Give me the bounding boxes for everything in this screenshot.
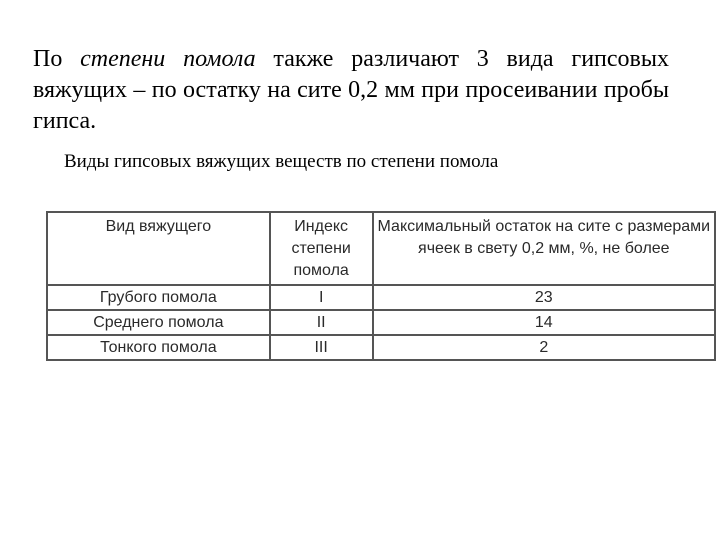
table-row [47, 285, 715, 310]
cell-grinding-index: III [270, 335, 373, 360]
intro-paragraph [33, 44, 669, 137]
cell-binder-type: Грубого помола [47, 285, 270, 310]
intro-emphasis: степени помола [80, 46, 256, 72]
cell-binder-type: Среднего помола [47, 310, 270, 335]
cell-grinding-index: I [270, 285, 373, 310]
cell-max-residue: 23 [373, 285, 715, 310]
cell-grinding-index: II [270, 310, 373, 335]
header-max-residue: Максимальный остаток на сите с размерами ячеек в свету 0,2 мм, %, не более [373, 212, 715, 285]
table-row [47, 310, 715, 335]
table-row [47, 335, 715, 360]
intro-text-end: также различают 3 вида гипсовых вяжущих – по остатку на сите 0,2 мм при просеивании пробы гипса. [33, 46, 669, 134]
cell-binder-type: Тонкого помола [47, 335, 270, 360]
intro-text-start: По [33, 46, 81, 72]
cell-max-residue: 14 [373, 310, 715, 335]
header-binder-type: Вид вяжущего [47, 212, 270, 285]
header-grinding-index: Индекс степени помола [270, 212, 373, 285]
table-header-row [47, 212, 715, 285]
table-caption: Виды гипсовых вяжущих веществ по степени помола [64, 151, 499, 172]
grinding-grade-table [46, 211, 716, 361]
cell-max-residue: 2 [373, 335, 715, 360]
